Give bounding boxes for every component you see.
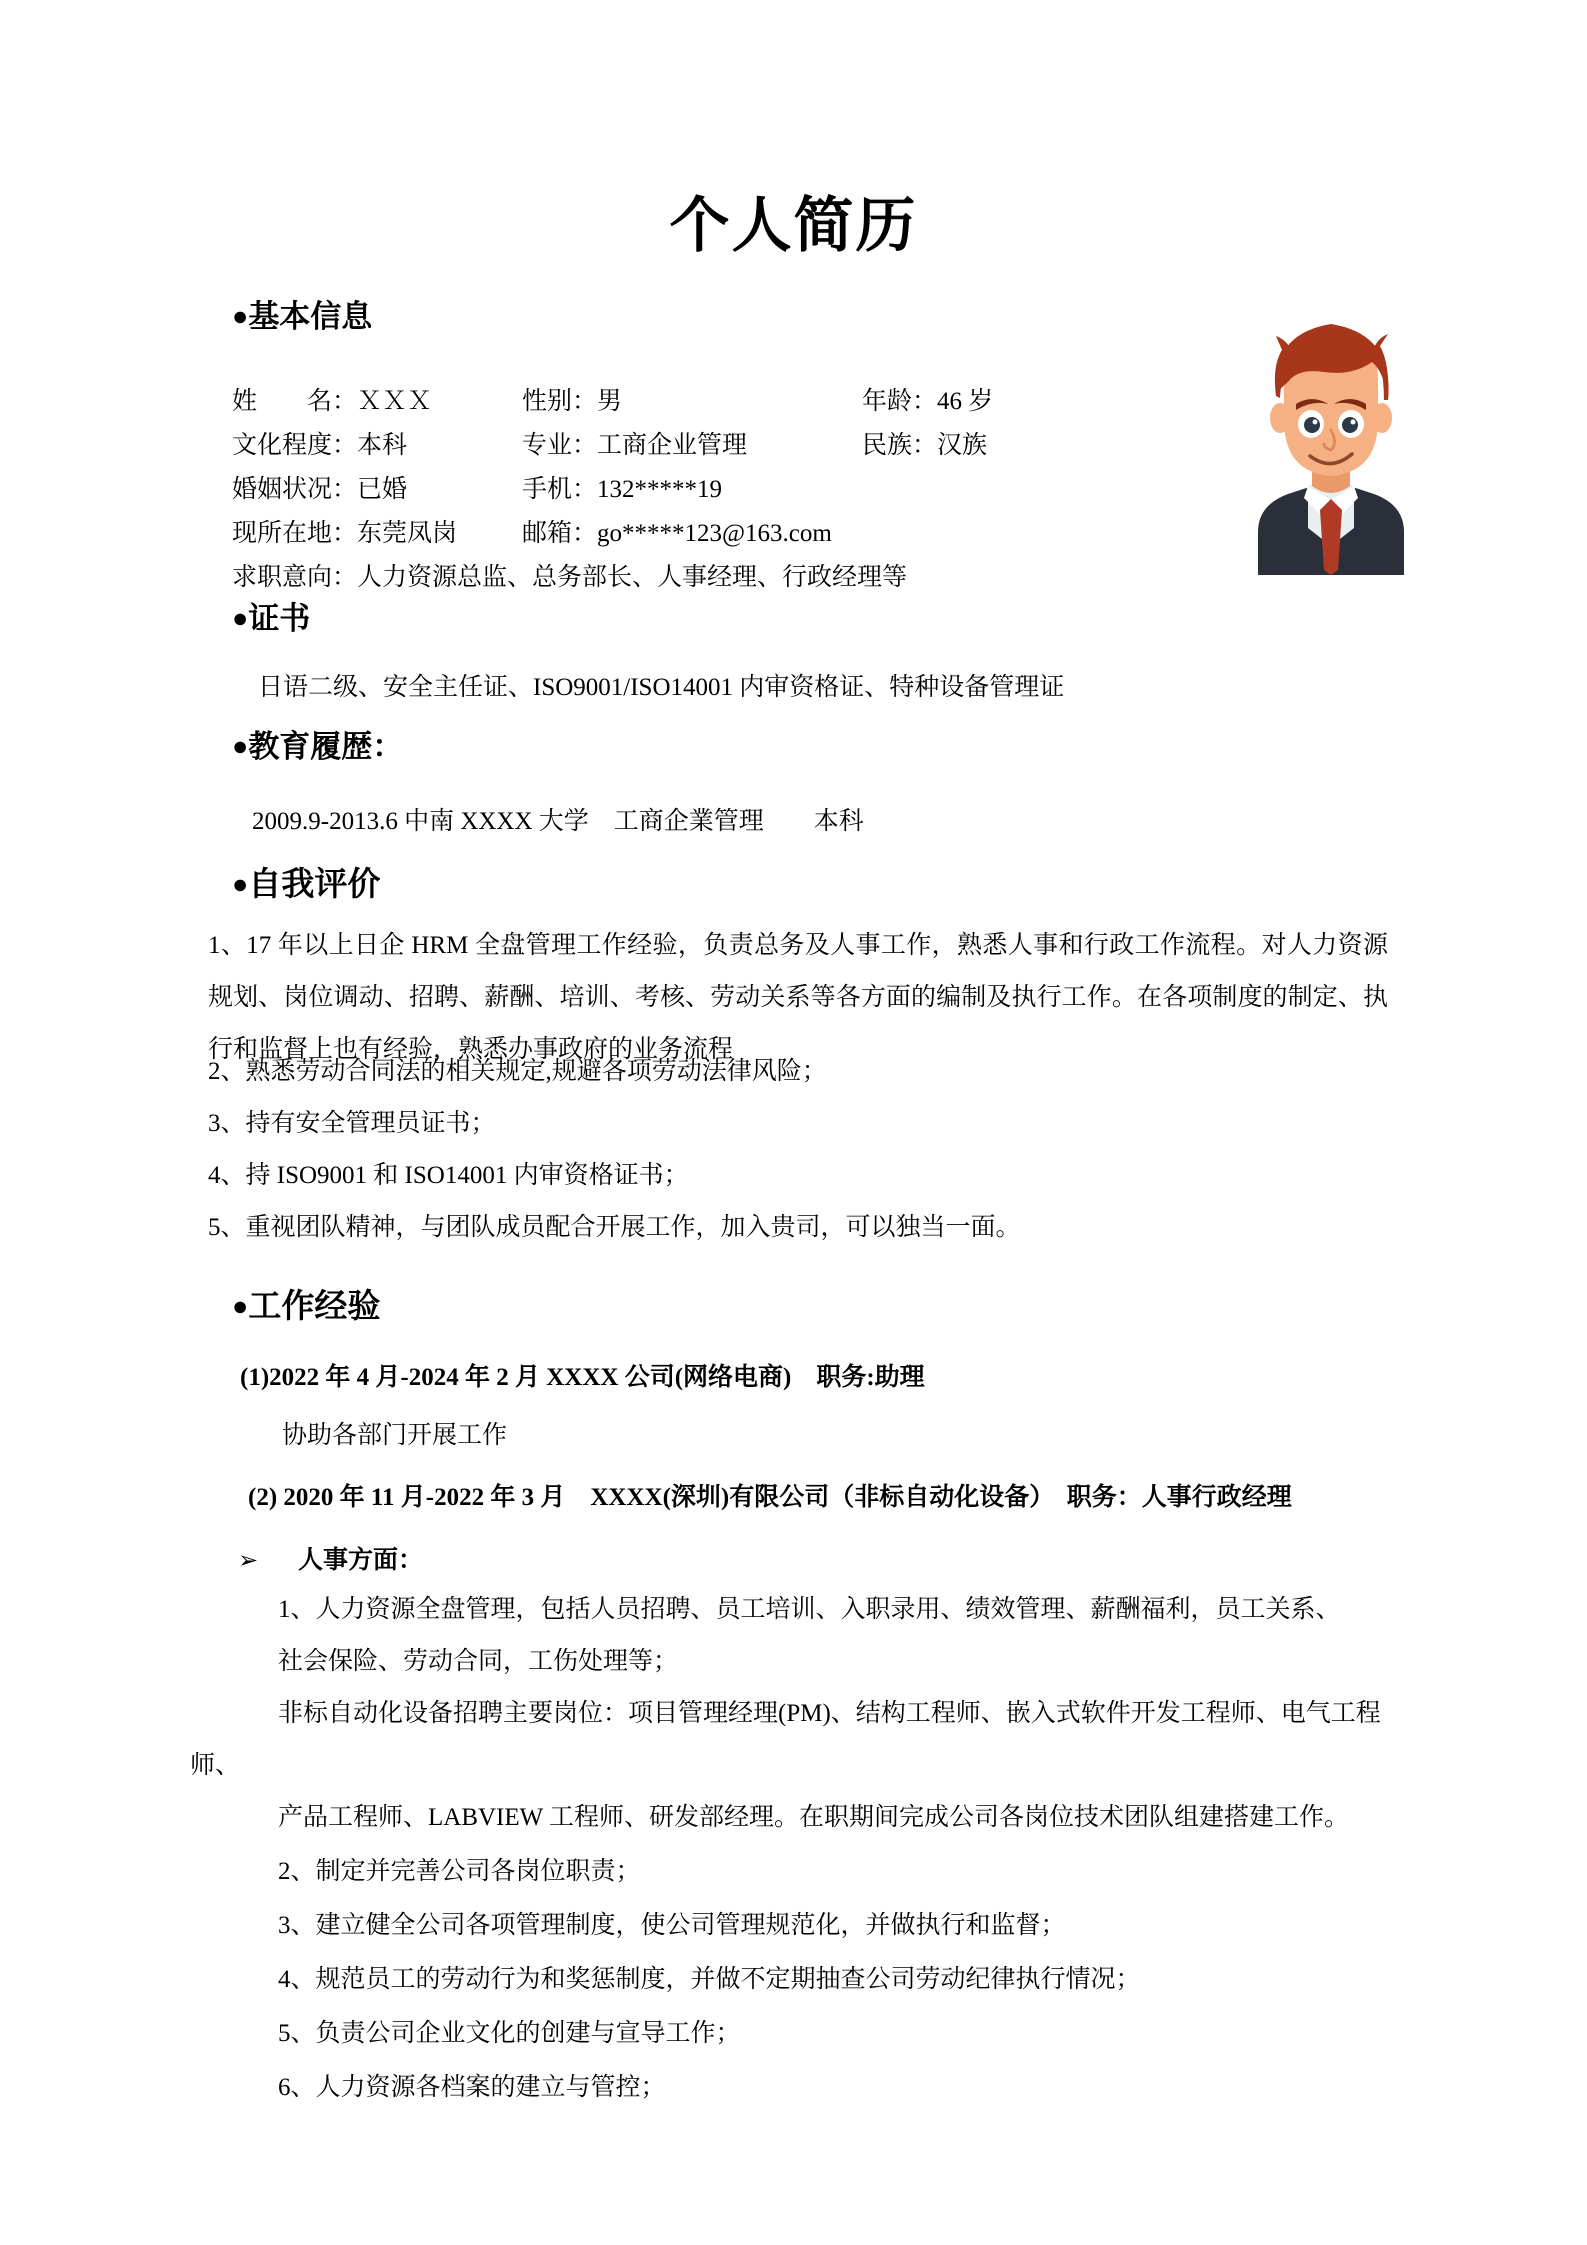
info-value: 汉族 [937,432,988,459]
info-cell-major [522,424,862,468]
bullet-dot-icon: ● [232,301,249,331]
table-row [232,424,1292,468]
self-evaluation-item-4: 4、持 ISO9001 和 ISO14001 内审资格证书； [208,1162,689,1189]
table-row [232,380,1292,424]
info-label: 年龄： [862,388,938,415]
info-label: 邮箱： [522,520,598,547]
info-cell-name [232,380,522,424]
info-cell-objective [232,556,1182,600]
bullet-dot-icon: ● [232,1291,249,1321]
info-label: 现所在地： [232,520,358,547]
self-evaluation-item-1: 1、17 年以上日企 HRM 全盘管理工作经验，负责总务及人事工作，熟悉人事和行政工作流程。对人力资源规划、岗位调动、招聘、薪酬、培训、考核、劳动关系等各方面的编制及执行工作。在各项制度的制定、执行和监督上也有经验，熟悉办事政府的业务流程 [208,932,1388,1063]
certificates-content: 日语二级、安全主任证、ISO9001/ISO14001 内审资格证、特种设备管理证 [258,674,1065,701]
job-2-duty-line-3: 非标自动化设备招聘主要岗位：项目管理经理(PM)、结构工程师、嵌入式软件开发工程师、电气工程 [278,1700,1381,1727]
bullet-dot-icon: ● [232,731,249,761]
info-value: go*****123@163.com [597,520,832,547]
section-heading-education-label: 教育履歴： [248,729,404,764]
self-evaluation-item-3: 3、持有安全管理员证书； [208,1110,496,1137]
info-value: 人力资源总监、总务部长、人事经理、行政经理等 [357,564,908,591]
info-label: 姓 名： [232,388,358,415]
self-evaluation-item-2: 2、熟悉劳动合同法的相关规定,规避各项劳动法律风险； [208,1058,827,1085]
section-heading-work-experience [232,1288,380,1324]
info-value: ＸＸＸ [357,388,433,415]
info-label: 求职意向： [232,564,358,591]
job-2-duty-line-4: 师、 [190,1752,241,1779]
arrow-bullet-icon: ➢ [238,1546,259,1574]
education-entry: 2009.9-2013.6 中南 XXXX 大学 工商企業管理 本科 [252,808,864,835]
job-2-duty-2: 2、制定并完善公司各岗位职责； [278,1858,641,1885]
job-1-header: (1)2022 年 4 月-2024 年 2 月 XXXX 公司(网络电商) 职务:助理 [240,1364,925,1391]
section-heading-self-evaluation [232,866,380,902]
job-2-duty-line-5: 产品工程师、LABVIEW 工程师、研发部经理。在职期间完成公司各岗位技术团队组建搭建工作。 [278,1804,1350,1831]
info-value: 46 岁 [937,388,994,415]
info-cell-ethnicity [862,424,1162,468]
bullet-dot-icon: ● [232,603,249,633]
info-label: 婚姻状况： [232,476,358,503]
job-2-duty-4: 4、规范员工的劳动行为和奖惩制度，并做不定期抽查公司劳动纪律执行情况； [278,1966,1141,1993]
page-title: 个人简历 [669,192,918,259]
info-value: 已婚 [357,476,408,503]
info-value: 男 [597,388,623,415]
info-cell-email [522,512,862,556]
job-2-header: (2) 2020 年 11 月-2022 年 3 月 XXXX(深圳)有限公司（非标自动化设备） 职务：人事行政经理 [248,1484,1292,1511]
bullet-dot-icon: ● [232,869,249,899]
self-evaluation-item-5: 5、重视团队精神，与团队成员配合开展工作，加入贵司，可以独当一面。 [208,1214,1021,1241]
job-1-detail: 协助各部门开展工作 [282,1422,508,1449]
job-2-duty-5: 5、负责公司企业文化的创建与宣导工作； [278,2020,741,2047]
info-value: 工商企业管理 [597,432,748,459]
table-row [232,512,1292,556]
info-cell-education-level [232,424,522,468]
info-value: 本科 [357,432,408,459]
table-row [232,468,1292,512]
basic-info-table [232,380,1292,600]
info-cell-phone [522,468,862,512]
section-heading-education [232,730,403,764]
info-value: 132*****19 [597,476,723,503]
job-2-subsection-hr [238,1540,423,1576]
info-label: 性别： [522,388,598,415]
avatar-illustration-icon [1232,300,1430,575]
section-heading-basic-info-label: 基本信息 [248,299,373,334]
job-2-duty-3: 3、建立健全公司各项管理制度，使公司管理规范化，并做执行和监督； [278,1912,1066,1939]
table-row [232,556,1292,600]
info-cell-gender [522,380,862,424]
section-heading-certificates [232,602,310,636]
job-2-duty-line-2: 社会保险、劳动合同，工伤处理等； [278,1648,679,1675]
job-2-subsection-title: 人事方面： [298,1547,424,1574]
info-cell-location [232,512,522,556]
avatar [1232,300,1430,575]
section-heading-certificates-label: 证书 [248,601,311,636]
info-cell-age [862,380,1162,424]
info-label: 专业： [522,432,598,459]
job-2-duty-6: 6、人力资源各档案的建立与管控； [278,2074,666,2101]
info-label: 文化程度： [232,432,358,459]
job-2-duty-line-1: 1、人力资源全盘管理，包括人员招聘、员工培训、入职录用、绩效管理、薪酬福利，员工关系、 [278,1596,1341,1623]
info-label: 手机： [522,476,598,503]
info-label: 民族： [862,432,938,459]
info-cell-marital-status [232,468,522,512]
section-heading-basic-info [232,300,372,334]
section-heading-work-experience-label: 工作经验 [248,1287,381,1324]
section-heading-self-evaluation-label: 自我评价 [248,865,381,902]
info-value: 东莞凤岗 [357,520,458,547]
